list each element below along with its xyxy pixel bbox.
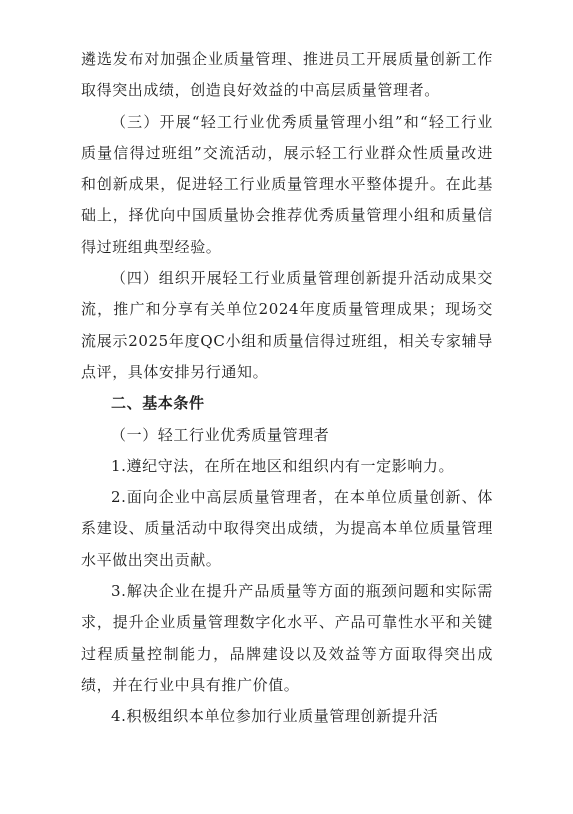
paragraph-continuation: 遴选发布对加强企业质量管理、推进员工开展质量创新工作取得突出成绩，创造良好效益的中高层质量管理者。 <box>81 50 493 100</box>
condition-item-2: 2.面向企业中高层质量管理者，在本单位质量创新、体系建设、质量活动中取得突出成绩，为提高本单位质量管理水平做出突出贡献。 <box>81 488 493 569</box>
condition-item-4: 4.积极组织本单位参加行业质量管理创新提升活 <box>111 707 439 726</box>
section-heading-basic-conditions: 二、基本条件 <box>111 394 205 413</box>
paragraph-activity-four: （四）组织开展轻工行业质量管理创新提升活动成果交流，推广和分享有关单位2024年度质量管理成果；现场交流展示2025年度QC小组和质量信得过班组，相关专家辅导点评，具体安排另行通知。 <box>81 269 493 381</box>
paragraph-activity-three: （三）开展“轻工行业优秀质量管理小组”和“轻工行业质量信得过班组”交流活动，展示轻工行业群众性质量改进和创新成果，促进轻工行业质量管理水平整体提升。在此基础上，择优向中国质量协会推荐优秀质量管理小组和质量信得过班组典型经验。 <box>81 112 493 256</box>
subheading-excellent-quality-manager: （一）轻工行业优秀质量管理者 <box>111 425 330 444</box>
condition-item-1: 1.遵纪守法，在所在地区和组织内有一定影响力。 <box>111 456 455 475</box>
document-body <box>81 44 493 733</box>
condition-item-3: 3.解决企业在提升产品质量等方面的瓶颈问题和实际需求，提升企业质量管理数字化水平、产品可靠性水平和关键过程质量控制能力，品牌建设以及效益等方面取得突出成绩，并在行业中具有推广价值。 <box>81 582 493 694</box>
